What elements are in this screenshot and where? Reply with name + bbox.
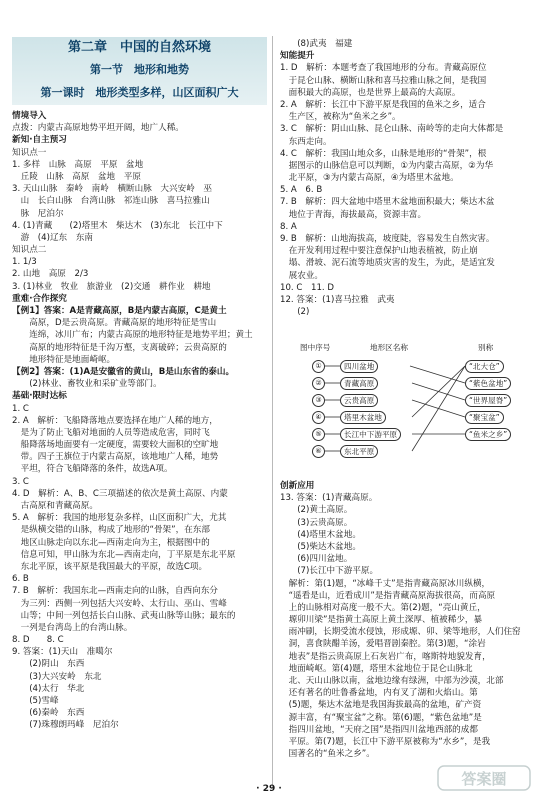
- text-line: 带。四子王旗位于内蒙古高原，该地地广人稀，地势: [12, 452, 219, 463]
- text-line: 知识点一: [12, 147, 47, 158]
- lesson-title: 第一课时 地形类型多样，山区面积广大: [40, 86, 239, 99]
- diagram-name: 四川盆地: [340, 360, 378, 373]
- text-line: (5)柴达木盆地。: [280, 541, 361, 552]
- diagram-num: ①: [312, 360, 325, 373]
- text-line: (2)林业、畜牧业和采矿业等部门。: [12, 379, 162, 390]
- text-line: 船降落场地面要有一定硬度，需要较大面积的空旷地: [12, 440, 219, 451]
- text-line: (3)云贵高原。: [280, 517, 353, 528]
- text-line: (6)秦岭 东西: [12, 708, 85, 719]
- text-line: 是为了防止飞船对地面的人员等造成危害，同时飞: [12, 427, 210, 438]
- text-line: 东西走向。: [280, 136, 332, 147]
- text-line: 解析：第(1)题，“冰峰千丈”是指青藏高原冰川纵横，: [280, 578, 491, 589]
- text-line: 指四川盆地，“天府之国”是指四川盆地西部的成都: [280, 724, 478, 735]
- text-line: 1. 多样 山脉 高原 平原 盆地: [12, 159, 144, 170]
- text-line: 于昆仑山脉、横断山脉和喜马拉雅山脉之间，是我国: [280, 75, 487, 86]
- text-line: 是纵横交错的山脉，构成了地形的“骨架”，在东部: [12, 525, 210, 536]
- text-line: 5. A 解析：我国的地形复杂多样，山区面积广大，尤其: [12, 513, 227, 524]
- text-line: (2)阴山 东西: [12, 659, 85, 670]
- text-line: 9. B 解析：山地海拔高，坡度陡，容易发生自然灾害。: [280, 234, 495, 244]
- text-line: 塌、滑坡、泥石流等地质灾害的发生，为此，是适宜发: [280, 258, 495, 269]
- diagram-head-name: 地形区名称: [370, 343, 408, 352]
- text-line: 上的山脉相对高度一般不大。第(2)题，“亮山黄丘，: [280, 602, 486, 613]
- text-line: 国著名的“鱼米之乡”。: [280, 749, 375, 760]
- text-line: 为三列：西侧一列包括大兴安岭、太行山、巫山、雪峰: [12, 598, 227, 609]
- section-heading: 创新应用: [280, 481, 315, 491]
- section-title: 第一节 地形和地势: [90, 63, 189, 76]
- section-heading: 重难·合作探究: [12, 293, 67, 304]
- diagram-alias: “北大仓”: [465, 360, 504, 373]
- text-line: 4. (1)青藏 (2)塔里木 柴达木 (3)东北 长江中下: [12, 220, 223, 231]
- text-line: 【例2】答案：(1)A是安徽省的黄山，B是山东省的泰山。: [12, 366, 235, 377]
- diagram-head-alias: 别称: [478, 343, 494, 352]
- text-line: 展农业。: [280, 270, 323, 281]
- text-line: 【例1】答案：A是青藏高原，B是内蒙古高原，C是黄土: [12, 306, 227, 316]
- text-line: (8)武夷 福建: [280, 39, 353, 49]
- text-line: 山 长白山脉 台湾山脉 祁连山脉 喜马拉雅山: [12, 196, 210, 207]
- text-line: 信息可知，甲山脉为东北—西南走向，丁平原是东北平原: [12, 549, 236, 560]
- text-line: 3. C: [12, 476, 29, 487]
- text-line: 2. A 解析：长江中下游平原是我国的鱼米之乡，适合: [280, 99, 486, 110]
- text-line: 高原，D是云贵高原。青藏高原的地形特征是雪山: [12, 318, 217, 329]
- text-line: (2)黄土高原。: [280, 505, 353, 516]
- text-line: 东北平原，该平原是我国最大的平原，故选C项。: [12, 561, 208, 572]
- text-line: 13. 答案：(1)青藏高原。: [280, 493, 378, 504]
- text-line: 1. D 解析：本题考查了我国地形的分布。青藏高原位: [280, 63, 487, 74]
- text-line: 游 (4)辽东 东南: [12, 232, 93, 243]
- section-heading: 新知·自主预习: [12, 135, 67, 146]
- text-line: (5)雪峰: [12, 696, 59, 706]
- text-line: (4)塔里木盆地。: [280, 529, 361, 540]
- text-line: 7. B 解析：我国东北—西南走向的山脉，自西向东分: [12, 586, 218, 597]
- text-line: 连绵，冰川广布；内蒙古高原的地形特征是地势平坦；黄土: [12, 330, 253, 341]
- diagram-name: 云贵高原: [340, 394, 378, 407]
- text-line: 地表”是指云贵高原上石灰岩广布，喀斯特地貌发育，: [280, 651, 491, 662]
- diagram-num: ⑥: [312, 445, 325, 458]
- right-column-lower: [280, 480, 530, 760]
- text-line: 2. A 解析：飞船降落地点要选择在地广人稀的地方，: [12, 415, 218, 426]
- text-line: 7. B 解析：四大盆地中塔里木盆地面积最大；柴达木盆: [280, 197, 495, 208]
- text-line: 山等；中间一列包括长白山脉、武夷山脉等山脉；最东的: [12, 610, 236, 621]
- diagram-alias: “鱼米之乡”: [465, 428, 511, 441]
- text-line: (7)长江中下游平原。: [280, 566, 379, 577]
- text-line: 面积最大的高原，也是世界上最高的大高原。: [280, 87, 461, 98]
- text-line: 2. 山地 高原 2/3: [12, 269, 89, 280]
- text-line: 4. C 解析：我国山地众多，山脉是地形的“骨架”，根: [280, 148, 487, 159]
- diagram-name: 塔里木盆地: [340, 411, 386, 424]
- text-line: 雨冲刷，长期受流水侵蚀，形成塬、卯、梁等地形，人们住窑: [280, 627, 521, 638]
- text-line: 还有著名的吐鲁番盆地，内有叉了湖和火焰山。第: [280, 688, 478, 699]
- text-line: 8. D 8. C: [12, 635, 64, 646]
- text-line: 平坦，符合飞船降落的条件，故选A项。: [12, 464, 173, 475]
- text-line: (7)珠穆朗玛峰 尼泊尔: [12, 720, 119, 731]
- text-line: 6. B: [12, 574, 29, 585]
- text-line: 4. D 解析：A、B、C三项描述的依次是黄土高原、内蒙: [12, 488, 228, 499]
- text-line: 3. (1)林业 牧业 旅游业 (2)交通 耕作业 耕地: [12, 281, 211, 292]
- chapter-title: 第二章 中国的自然环境: [67, 40, 211, 55]
- text-line: 北平原，③为内蒙古高原，④为塔里木盆地。: [280, 173, 459, 184]
- text-line: 地区山脉走向以东北—西南走向为主，根据图中的: [12, 537, 210, 548]
- column-divider: [272, 36, 273, 788]
- diagram-num: ④: [312, 411, 325, 424]
- diagram-name: 东北平原: [340, 445, 378, 458]
- text-line: 5. A 6. B: [280, 185, 323, 196]
- text-line: 1. C: [12, 403, 29, 414]
- diagram-alias: “聚宝盆”: [465, 411, 504, 424]
- text-line: 生产区，被称为“鱼米之乡”。: [280, 112, 401, 123]
- watermark-logo: [436, 762, 532, 794]
- page-number: · 29 ·: [256, 784, 282, 794]
- text-line: (5)题，柴达木盆地是我国海拔最高的盆地，矿产资: [280, 700, 482, 711]
- section-heading: 基础·限时达标: [12, 391, 67, 402]
- text-line: 8. A: [280, 221, 297, 232]
- section-heading: 情境导入: [12, 111, 47, 121]
- text-line: 据图示的山脉信息可以判断，①为内蒙古高原，②为华: [280, 160, 494, 171]
- text-line: 地位于青海，海拔最高，资源丰富。: [280, 209, 427, 220]
- text-line: 3. 天山山脉 秦岭 南岭 横断山脉 大兴安岭 巫: [12, 184, 212, 195]
- text-line: “遥看是山，近看成川”是指青藏高原海拔很高，而高原: [280, 590, 496, 601]
- diagram-num: ③: [312, 394, 325, 407]
- right-column: [280, 38, 530, 318]
- text-line: 10. C 11. D: [280, 282, 335, 293]
- text-line: 古高原和青藏高原。: [12, 501, 98, 511]
- diagram-head-num: 图中序号: [300, 343, 331, 352]
- text-line: 丘陵 山脉 高原 盆地 平原: [12, 171, 141, 182]
- diagram-alias: “紫色盆地”: [465, 377, 511, 390]
- match-diagram: [300, 342, 520, 474]
- left-column: [12, 110, 267, 732]
- section-heading: 知能提升: [280, 51, 315, 62]
- text-line: 洞，喜食陕醋羊汤，爱唱晋剧秦腔。第(3)题，“涂岩: [280, 639, 486, 650]
- diagram-alias: “世界屋脊”: [465, 394, 511, 407]
- text-line: 源丰富，有“聚宝盆”之称。第(6)题，“紫色盆地”是: [280, 712, 482, 723]
- text-line: 高原的地形特征是千沟万壑，支离破碎；云贵高原的: [12, 342, 227, 353]
- diagram-name: 长江中下游平原: [340, 428, 401, 441]
- text-line: 北、天山山脉以南，盆地边缘有绿洲，中部为沙漠，北部: [280, 676, 504, 686]
- text-line: 塬卯川梁”是指黄土高原上黄土深厚、植被稀少，暴: [280, 615, 483, 626]
- text-line: (4)太行 华北: [12, 683, 85, 694]
- watermark-text: 答案圈: [461, 770, 507, 788]
- text-line: 地形特征是地面崎岖。: [12, 354, 116, 365]
- text-line: 脉 尼泊尔: [12, 208, 64, 219]
- text-line: 在开发利用过程中要注意保护山地表植被，防止崩: [280, 246, 478, 257]
- text-line: 12. 答案：(1)喜马拉雅 武夷: [280, 294, 395, 305]
- text-line: (3)大兴安岭 东北: [12, 671, 102, 682]
- text-line: 1. 1/3: [12, 257, 37, 268]
- text-line: (2): [280, 307, 310, 318]
- text-line: 一列是台湾岛上的台湾山脉。: [12, 622, 133, 633]
- text-line: 点拨：内蒙古高原地势平坦开阔，地广人稀。: [12, 123, 184, 134]
- text-line: 知识点二: [12, 245, 47, 256]
- text-line: (6)四川盆地。: [280, 554, 353, 565]
- text-line: 平原。第(7)题，长江中下游平原被称为“水乡”，是我: [280, 736, 491, 747]
- text-line: 9. 答案：(1)天山 准噶尔: [12, 647, 113, 658]
- diagram-name: 青藏高原: [340, 377, 378, 390]
- text-line: 3. C 解析：阴山山脉、昆仑山脉、南岭等的走向大体都是: [280, 124, 504, 135]
- text-line: 地面崎岖。第(4)题，塔里木盆地位于昆仑山脉北: [280, 663, 473, 674]
- diagram-num: ②: [312, 377, 325, 390]
- diagram-num: ⑤: [312, 428, 325, 441]
